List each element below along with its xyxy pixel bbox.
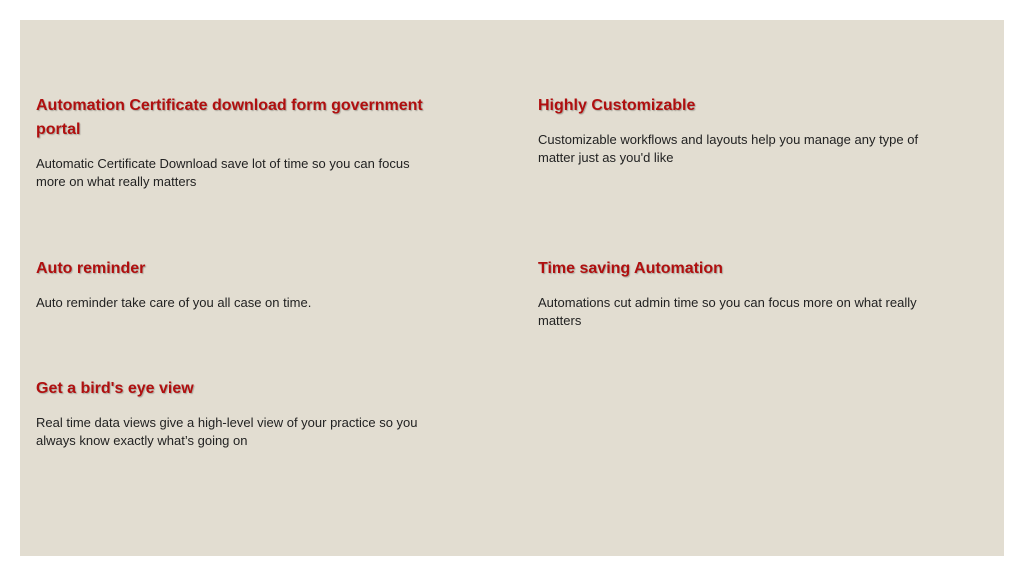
feature-description: Real time data views give a high-level view of your practice so you always know exactly what’s going on <box>36 415 418 448</box>
feature-title: Automation Certificate download form government portal <box>36 97 423 138</box>
feature-title: Time saving Automation <box>538 260 723 277</box>
feature-auto-reminder <box>36 257 436 312</box>
feature-birds-eye-view <box>36 377 426 450</box>
feature-certificate-download <box>36 94 436 191</box>
feature-description: Automatic Certificate Download save lot of time so you can focus more on what really matters <box>36 156 410 189</box>
feature-description: Automations cut admin time so you can focus more on what really matters <box>538 295 917 328</box>
feature-title: Auto reminder <box>36 260 146 277</box>
slide-panel <box>20 20 1004 556</box>
feature-description: Auto reminder take care of you all case on time. <box>36 295 312 310</box>
feature-time-saving-automation <box>538 257 918 330</box>
feature-description: Customizable workflows and layouts help you manage any type of matter just as you'd like <box>538 132 919 165</box>
feature-highly-customizable <box>538 94 938 167</box>
feature-title: Get a bird's eye view <box>36 380 194 397</box>
feature-title: Highly Customizable <box>538 97 696 114</box>
